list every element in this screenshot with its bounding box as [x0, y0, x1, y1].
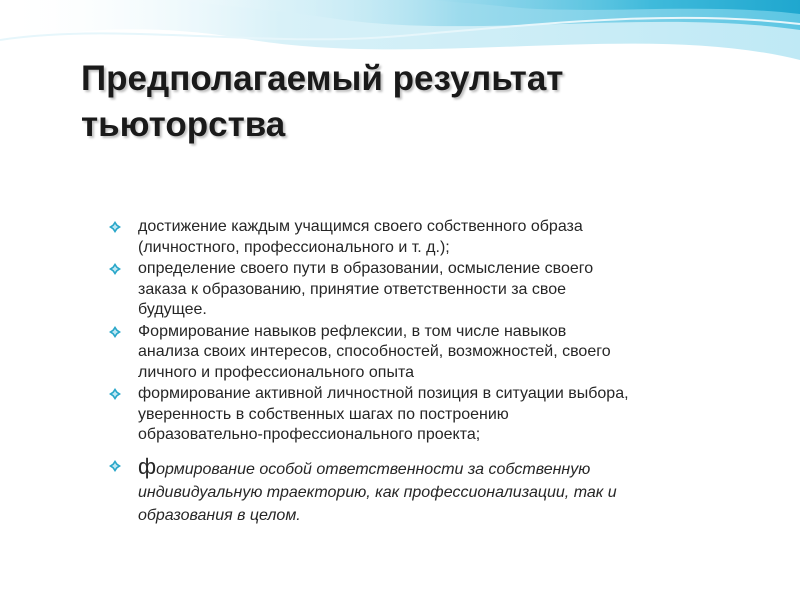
bullet-text-line: уверенность в собственных шагах по построению — [138, 405, 509, 423]
bullet-item — [108, 322, 728, 384]
diamond-bullet-icon — [108, 325, 122, 339]
diamond-bullet-icon — [108, 262, 122, 276]
bullet-item — [108, 217, 728, 258]
bullet-text-line: формирование активной личностной позиция в ситуации выбора, — [138, 385, 629, 402]
bullet-item — [108, 259, 728, 321]
bullet-text-line: личного и профессионального опыта — [138, 363, 414, 381]
bullet-list — [108, 217, 728, 528]
bullet-text-line: Формирование навыков рефлексии, в том числе навыков — [138, 322, 567, 340]
bullet-text-line: будущее. — [138, 301, 207, 318]
bullet-item — [108, 384, 728, 446]
bullet-text-line: заказа к образованию, принятие ответственности за свое — [138, 280, 566, 298]
bullet-text-line: достижение каждым учащимся своего собственного образа — [138, 218, 583, 235]
slide-title-line-1: Предполагаемый результат — [81, 59, 564, 98]
bullet-text-line: анализа своих интересов, способностей, возможностей, своего — [138, 343, 611, 360]
slide-title-line-2: тьюторства — [81, 105, 286, 144]
bullet-item-emphasis — [108, 455, 728, 527]
slide-title — [81, 56, 721, 148]
diamond-bullet-icon — [108, 387, 122, 401]
diamond-bullet-icon — [108, 459, 122, 473]
bullet-text-line: определение своего пути в образовании, осмысление своего — [138, 260, 594, 277]
diamond-bullet-icon — [108, 220, 122, 234]
bullet-text-line: ормирование особой ответственности за собственную — [156, 460, 591, 478]
bullet-text-line: образовательно-профессионального проекта; — [138, 426, 481, 443]
bullet-text-line: индивидуальную траекторию, как профессионализации, так и — [138, 483, 617, 501]
bullet-first-letter: ф — [138, 453, 157, 479]
bullet-text-line: образования в целом. — [138, 506, 301, 524]
bullet-text-line: (личностного, профессионального и т. д.); — [138, 238, 450, 256]
